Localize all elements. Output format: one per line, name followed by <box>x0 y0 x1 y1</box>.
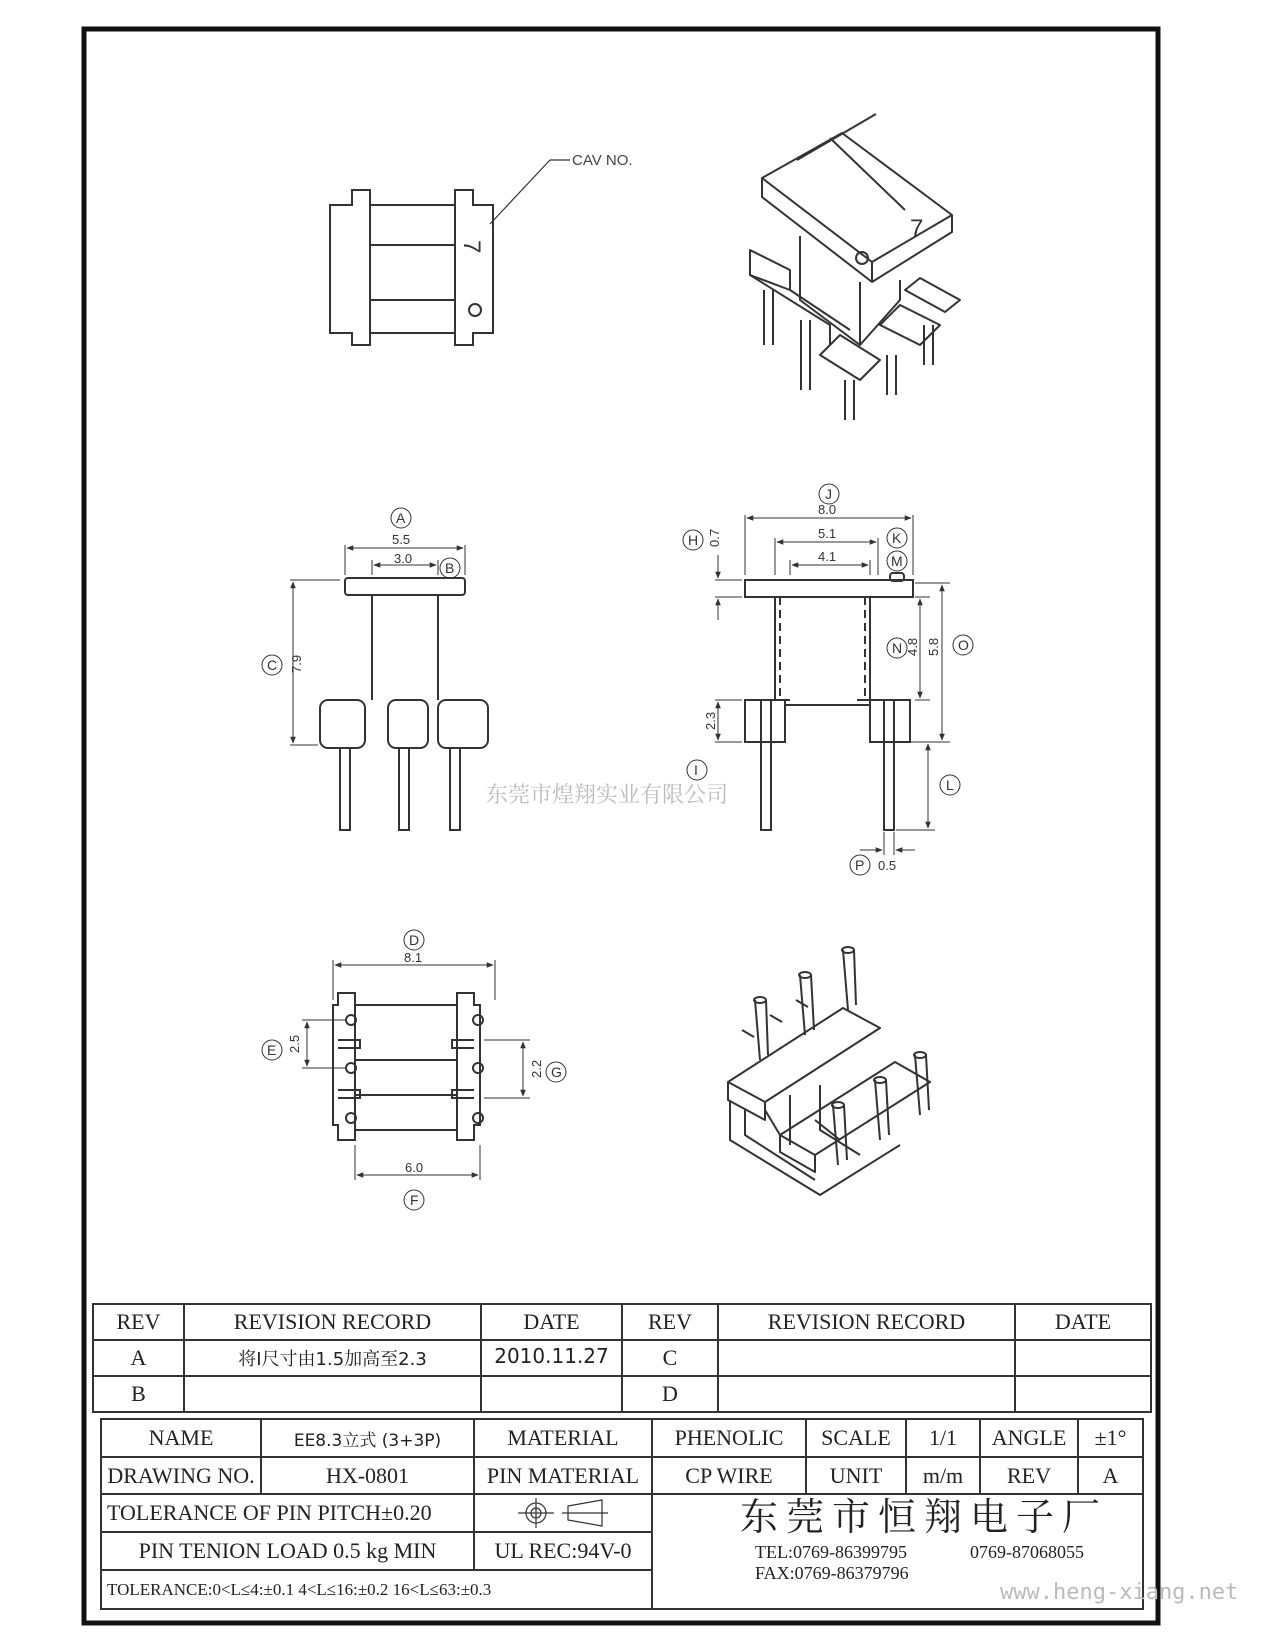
rev-label: REV <box>1007 1462 1051 1488</box>
iso-view-top <box>750 114 960 420</box>
dim-a: 5.5 <box>392 532 411 547</box>
dim-p: 0.5 <box>878 858 897 873</box>
watermark-text: 东莞市煌翔实业有限公司 <box>486 783 729 808</box>
unit-label: UNIT <box>829 1462 883 1488</box>
iso-view-bottom <box>728 947 930 1195</box>
dim-e: 2.5 <box>287 1034 302 1053</box>
cav-no-label: CAV NO. <box>572 152 633 169</box>
dim-j: 8.0 <box>818 502 837 517</box>
dim-c: 7.9 <box>289 654 304 673</box>
fax: FAX:0769-86379796 <box>755 1563 909 1583</box>
revision-record-header-2: REVISION RECORD <box>767 1309 966 1334</box>
pin-material-label: PIN MATERIAL <box>486 1462 640 1488</box>
dim-d: 8.1 <box>404 950 423 965</box>
rev-value: A <box>1102 1462 1119 1488</box>
bubble-i: I <box>694 762 698 778</box>
bubble-o: O <box>958 637 969 653</box>
pin-tension-load: PIN TENION LOAD 0.5 kg MIN <box>138 1538 437 1563</box>
rev-c: C <box>662 1345 678 1370</box>
revision-date-a: 2010.11.27 <box>494 1344 609 1368</box>
cavity-mark: 7 <box>458 240 485 254</box>
material-label: MATERIAL <box>507 1425 619 1450</box>
date-header-1: DATE <box>523 1309 580 1334</box>
ul-rec: UL REC:94V-0 <box>494 1538 632 1563</box>
tel-2: 0769-87068055 <box>970 1542 1084 1562</box>
front-dims <box>262 508 465 745</box>
dim-g: 2.2 <box>529 1059 544 1078</box>
rev-header-2: REV <box>648 1309 692 1334</box>
date-header-2: DATE <box>1054 1309 1112 1334</box>
angle-value: ±1° <box>1094 1425 1127 1450</box>
side-dims <box>683 484 973 875</box>
bubble-p: P <box>855 857 865 873</box>
projection-symbol <box>518 1498 608 1528</box>
scale-label: SCALE <box>821 1425 891 1450</box>
dim-b: 3.0 <box>394 551 413 566</box>
side-view <box>745 573 913 830</box>
dim-k: 5.1 <box>818 526 837 541</box>
bubble-k: K <box>892 530 902 546</box>
bubble-c: C <box>267 657 278 673</box>
angle-label: ANGLE <box>991 1425 1067 1450</box>
tolerance-ranges: TOLERANCE:0<L≤4:±0.1 4<L≤16:±0.2 16<L≤63:±0.3 <box>107 1579 492 1599</box>
rev-a: A <box>130 1345 147 1370</box>
bubble-d: D <box>409 932 420 948</box>
bottom-view <box>333 993 483 1140</box>
bubble-g: G <box>551 1064 562 1080</box>
bubble-a: A <box>396 510 406 526</box>
unit-value: m/m <box>922 1462 964 1488</box>
part-name: EE8.3立式 (3+3P) <box>293 1430 442 1451</box>
bubble-f: F <box>410 1192 419 1208</box>
bubble-n: N <box>892 640 903 656</box>
dim-o: 5.8 <box>926 637 941 656</box>
pin-material-value: CP WIRE <box>685 1462 773 1488</box>
material-value: PHENOLIC <box>674 1425 784 1450</box>
dim-h: 0.7 <box>707 528 722 547</box>
bubble-m: M <box>891 553 903 569</box>
website-url[interactable]: www.heng-xiang.net <box>1000 1580 1239 1605</box>
company-name: 东莞市恒翔电子厂 <box>740 1494 1109 1539</box>
bubble-j: J <box>825 486 832 502</box>
top-view <box>330 160 570 345</box>
dim-f: 6.0 <box>405 1160 424 1175</box>
front-view <box>320 578 488 830</box>
drawing-no-value: HX-0801 <box>325 1462 410 1488</box>
scale-value: 1/1 <box>928 1425 958 1450</box>
bubble-e: E <box>267 1042 277 1058</box>
bubble-b: B <box>445 560 455 576</box>
dim-n: 4.8 <box>905 637 920 656</box>
tel-1: TEL:0769-86399795 <box>755 1542 907 1562</box>
bubble-h: H <box>688 532 699 548</box>
rev-header-1: REV <box>116 1309 161 1334</box>
revision-record-a: 将I尺寸由1.5加高至2.3 <box>238 1349 427 1370</box>
dim-m: 4.1 <box>818 549 837 564</box>
iso-cavity-mark: 7 <box>910 215 924 242</box>
revision-record-header-1: REVISION RECORD <box>233 1309 432 1334</box>
rev-d: D <box>662 1381 678 1406</box>
bubble-l: L <box>946 777 954 793</box>
rev-b: B <box>131 1381 146 1406</box>
tolerance-pin-pitch: TOLERANCE OF PIN PITCH±0.20 <box>107 1500 432 1525</box>
dim-i: 2.3 <box>703 711 718 730</box>
drawing-no-label: DRAWING NO. <box>107 1462 255 1488</box>
name-label: NAME <box>148 1425 214 1450</box>
